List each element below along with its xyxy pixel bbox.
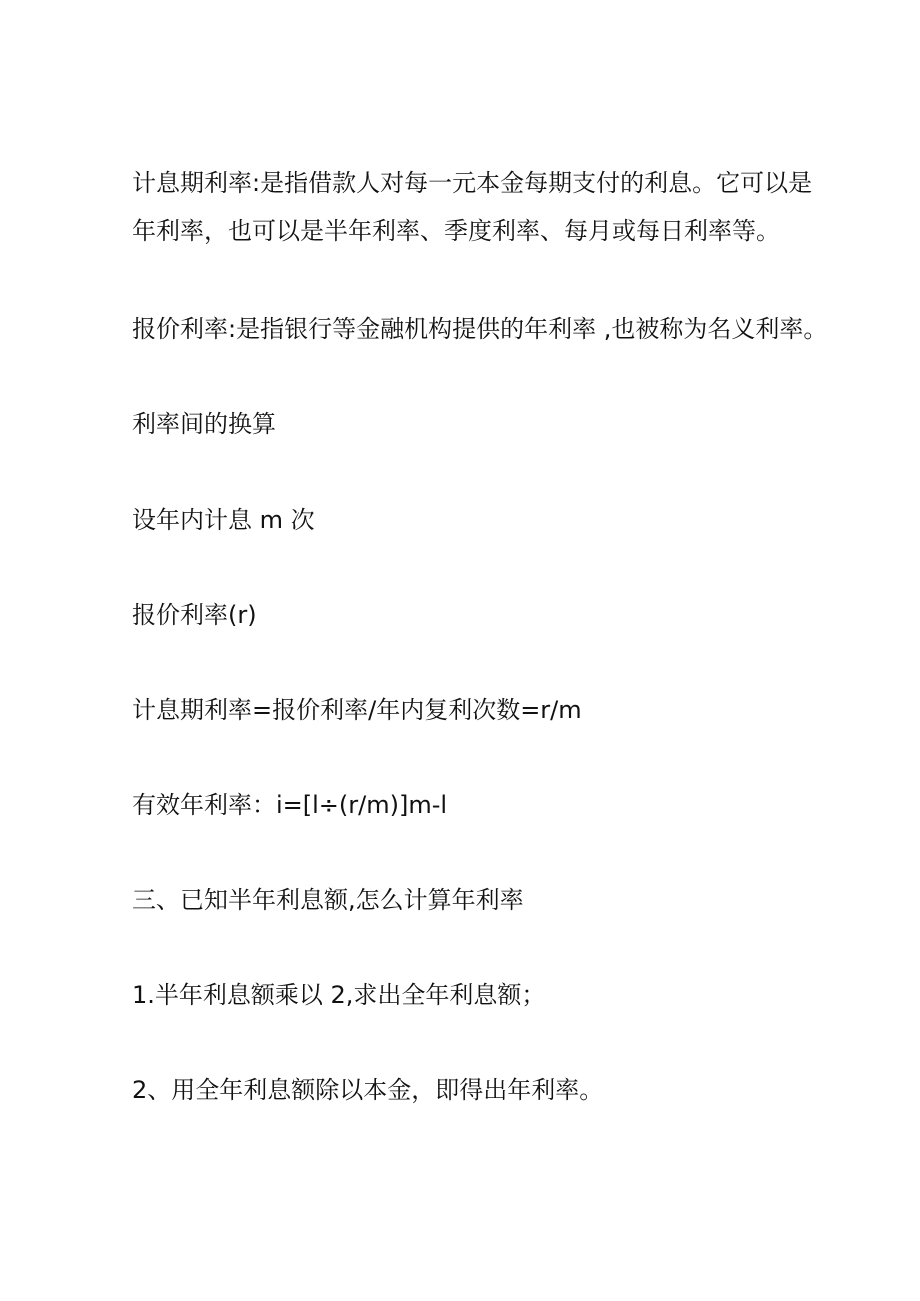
step-one-text: 1.半年利息额乘以 2,求出全年利息额；: [132, 981, 546, 1009]
period-rate-definition: [132, 159, 812, 255]
quoted-rate-definition: 报价利率:是指银行等金融机构提供的年利率 ,也被称为名义利率。: [132, 315, 828, 343]
period-rate-formula: 计息期利率=报价利率/年内复利次数=r/m: [132, 696, 582, 724]
period-rate-line-1: 计息期利率:是指借款人对每一元本金每期支付的利息。它可以是: [132, 169, 813, 197]
section-three-heading: 三、已知半年利息额,怎么计算年利率: [132, 886, 524, 914]
effective-rate-formula: 有效年利率：i=[l÷(r/m)]m-l: [132, 791, 448, 819]
assume-m-text: 设年内计息 m 次: [132, 506, 315, 534]
step-two-text: 2、用全年利息额除以本金，即得出年利率。: [132, 1076, 604, 1104]
conversion-heading: 利率间的换算: [132, 410, 276, 438]
quoted-rate-r-text: 报价利率(r): [132, 601, 257, 629]
period-rate-line-2: 年利率，也可以是半年利率、季度利率、每月或每日利率等。: [132, 217, 780, 245]
